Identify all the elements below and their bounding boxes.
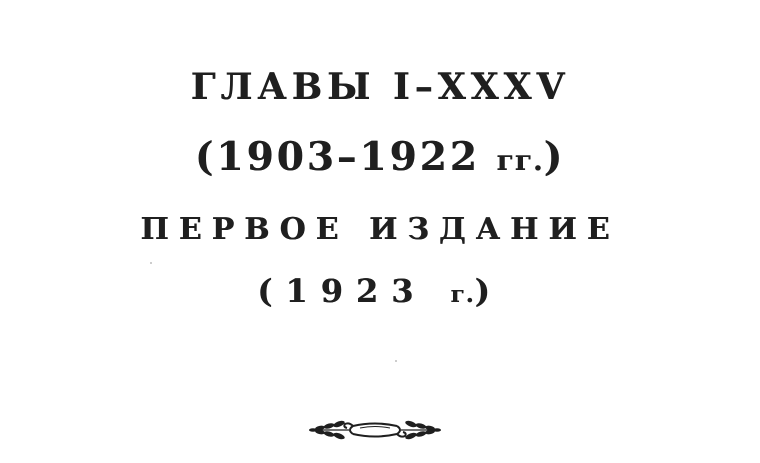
- years-abbreviation: гг.: [496, 144, 544, 177]
- chapters-heading: [0, 66, 760, 108]
- paper-speck: [395, 360, 397, 362]
- edition-year-close-paren: ): [474, 272, 503, 310]
- chapters-text: ГЛАВЫ I–XXXV: [190, 66, 570, 108]
- edition-year: [0, 272, 760, 310]
- paper-speck: [150, 262, 152, 264]
- edition-year-text: (1923: [257, 272, 427, 310]
- edition-text: ПЕРВОЕ ИЗДАНИЕ: [140, 212, 620, 247]
- years-range-text: (1903–1922: [194, 134, 480, 180]
- edition-year-abbreviation: г.: [450, 281, 475, 308]
- scroll-laurel-ornament-icon: [305, 410, 445, 450]
- years-range: [0, 134, 760, 180]
- years-close-paren: ): [543, 134, 566, 180]
- edition-heading: [0, 212, 760, 247]
